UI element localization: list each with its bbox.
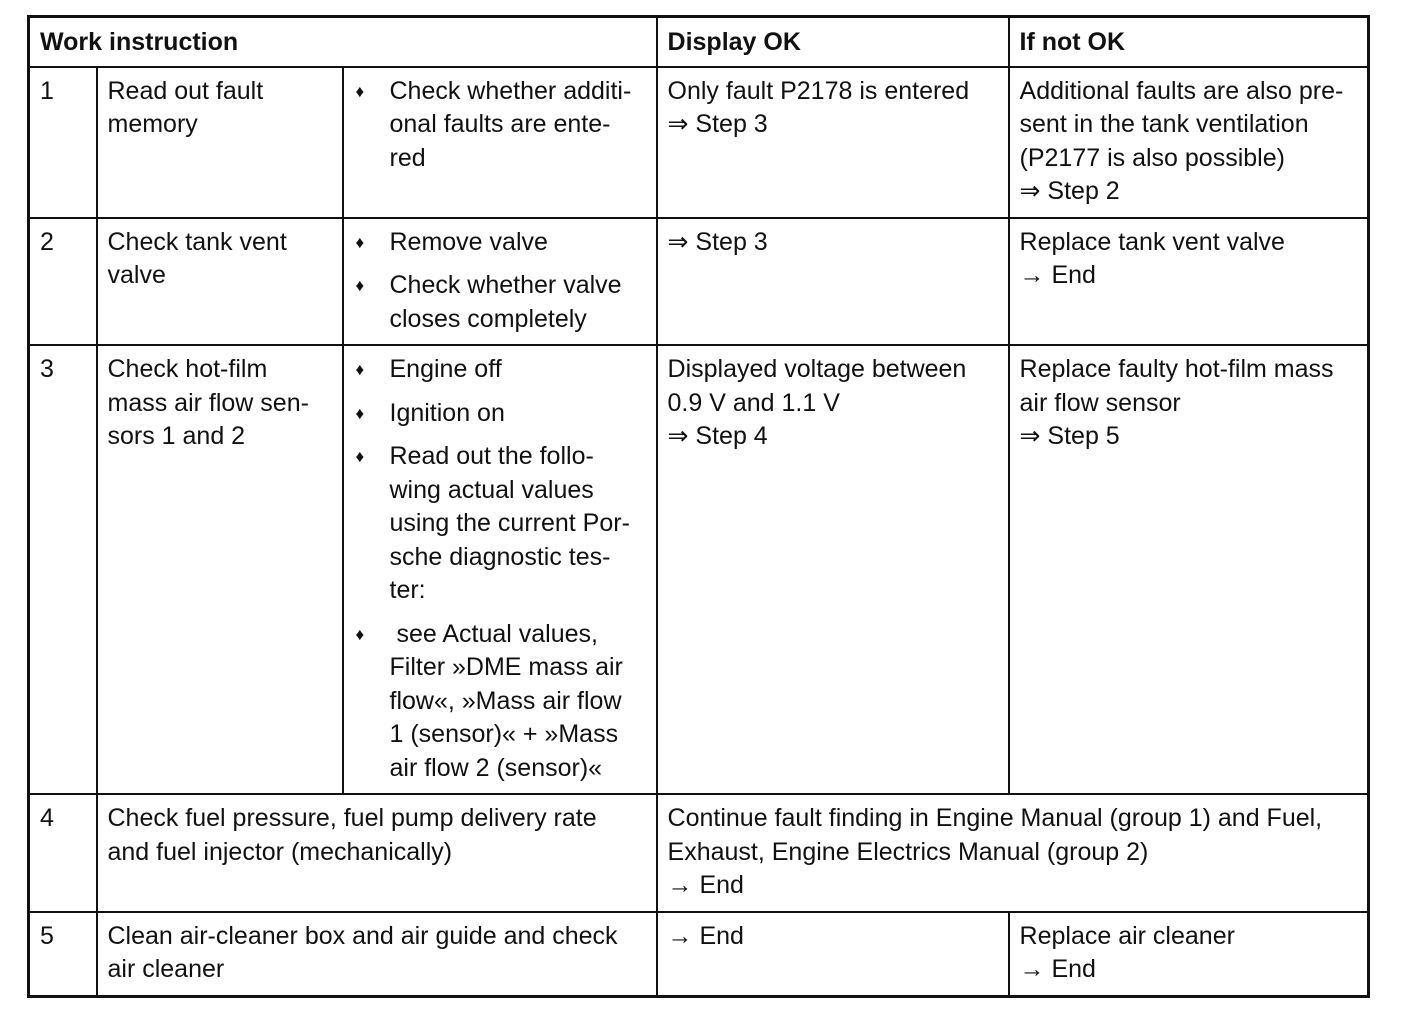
bullet-item — [354, 269, 646, 336]
ok-line: Displayed voltage between — [667, 355, 967, 383]
bullet-line: Remove valve — [389, 227, 548, 256]
nok-line: Additional faults are also pre- — [1019, 76, 1344, 105]
bullet-item — [354, 353, 646, 387]
step-number: 1 — [29, 67, 97, 218]
step-number: 2 — [29, 218, 97, 346]
bullet-line: Filter »DME mass air — [389, 653, 623, 681]
task-line: Check tank vent — [107, 227, 287, 256]
diamond-bullet-icon: ♦ — [355, 276, 365, 295]
nok-line: → End — [1019, 955, 1096, 983]
bullet-line: Check whether additi- — [389, 76, 632, 105]
task-line: air cleaner — [107, 955, 225, 983]
task-line: memory — [107, 110, 198, 138]
if-not-ok-cell — [1009, 67, 1369, 218]
bullet-line: red — [389, 143, 426, 172]
ok-line: ⇒ Step 3 — [667, 110, 768, 138]
result-line: Continue fault finding in Engine Manual (group 1) and Fuel, — [667, 804, 1323, 832]
display-ok-cell — [657, 218, 1009, 346]
bullet-line: using the current Por- — [389, 509, 630, 537]
task-line: sors 1 and 2 — [107, 422, 246, 450]
diamond-bullet-icon: ♦ — [355, 81, 365, 101]
task-line: valve — [107, 261, 166, 289]
bullet-line: Read out the follo- — [389, 442, 594, 470]
bullet-line: flow«, »Mass air flow — [389, 686, 622, 715]
bullet-line: onal faults are ente- — [389, 110, 611, 138]
nok-line: ⇒ Step 5 — [1019, 422, 1120, 450]
table-row — [29, 67, 1369, 218]
task-line: Check fuel pressure, fuel pump delivery rate — [107, 804, 597, 832]
bullet-item — [354, 618, 646, 786]
if-not-ok-cell — [1009, 218, 1369, 346]
task-cell — [97, 218, 343, 346]
bullet-line: see Actual values, — [389, 619, 598, 648]
task-cell — [97, 794, 657, 912]
result-line: Exhaust, Engine Electrics Manual (group 2) — [667, 837, 1149, 866]
table-row — [29, 218, 1369, 346]
bullet-item — [354, 75, 646, 176]
procedure-cell — [343, 345, 657, 794]
table-row — [29, 345, 1369, 794]
bullet-line: wing actual values — [389, 475, 594, 504]
task-cell — [97, 912, 657, 997]
result-line: → End — [667, 871, 744, 899]
bullet-line: Check whether valve — [389, 271, 622, 299]
ok-line: ⇒ Step 4 — [667, 422, 768, 450]
nok-line: air flow sensor — [1019, 388, 1181, 417]
task-line: Clean air-cleaner box and air guide and check — [107, 921, 618, 950]
bullet-item — [354, 226, 646, 260]
display-ok-cell — [657, 912, 1009, 997]
table-row — [29, 794, 1369, 912]
diamond-bullet-icon: ♦ — [355, 360, 365, 379]
if-not-ok-cell — [1009, 345, 1369, 794]
nok-line: Replace faulty hot-film mass — [1019, 355, 1334, 383]
header-display-ok: Display OK — [657, 17, 1009, 67]
nok-line: Replace air cleaner — [1019, 921, 1235, 950]
ok-line: Only fault P2178 is entered — [667, 76, 970, 105]
nok-line: ⇒ Step 2 — [1019, 177, 1120, 205]
diamond-bullet-icon: ♦ — [355, 403, 365, 423]
table-row — [29, 912, 1369, 997]
bullet-line: ter: — [389, 576, 426, 604]
bullet-line: closes completely — [389, 304, 587, 333]
if-not-ok-cell — [1009, 912, 1369, 997]
bullet-line: Engine off — [389, 355, 502, 383]
task-line: Check hot-film — [107, 355, 268, 383]
nok-line: (P2177 is also possible) — [1019, 143, 1285, 172]
ok-line: 0.9 V and 1.1 V — [667, 388, 840, 417]
task-line: mass air flow sen- — [107, 388, 309, 417]
task-cell — [97, 67, 343, 218]
step-number: 4 — [29, 794, 97, 912]
bullet-line: 1 (sensor)« + »Mass — [389, 720, 619, 748]
display-ok-cell — [657, 345, 1009, 794]
diamond-bullet-icon: ♦ — [355, 624, 365, 644]
bullet-item — [354, 440, 646, 608]
header-if-not-ok: If not OK — [1009, 17, 1369, 67]
nok-line: sent in the tank ventilation — [1019, 110, 1309, 138]
bullet-line: sche diagnostic tes- — [389, 542, 611, 571]
bullet-line: air flow 2 (sensor)« — [389, 753, 603, 782]
step-number: 3 — [29, 345, 97, 794]
nok-line: → End — [1019, 261, 1096, 289]
task-line: and fuel injector (mechanically) — [107, 837, 453, 866]
diamond-bullet-icon: ♦ — [355, 232, 365, 252]
ok-line: → End — [667, 921, 744, 950]
step-number: 5 — [29, 912, 97, 997]
task-cell — [97, 345, 343, 794]
task-line: Read out fault — [107, 76, 264, 105]
display-ok-cell — [657, 67, 1009, 218]
procedure-cell — [343, 67, 657, 218]
merged-result-cell — [657, 794, 1369, 912]
work-instruction-table — [27, 15, 1370, 998]
nok-line: Replace tank vent valve — [1019, 227, 1285, 256]
procedure-cell — [343, 218, 657, 346]
ok-line: ⇒ Step 3 — [667, 227, 768, 256]
header-row — [29, 17, 1369, 67]
bullet-line: Ignition on — [389, 398, 505, 427]
bullet-item — [354, 397, 646, 431]
diamond-bullet-icon: ♦ — [355, 447, 365, 466]
header-work-instruction: Work instruction — [29, 17, 657, 67]
